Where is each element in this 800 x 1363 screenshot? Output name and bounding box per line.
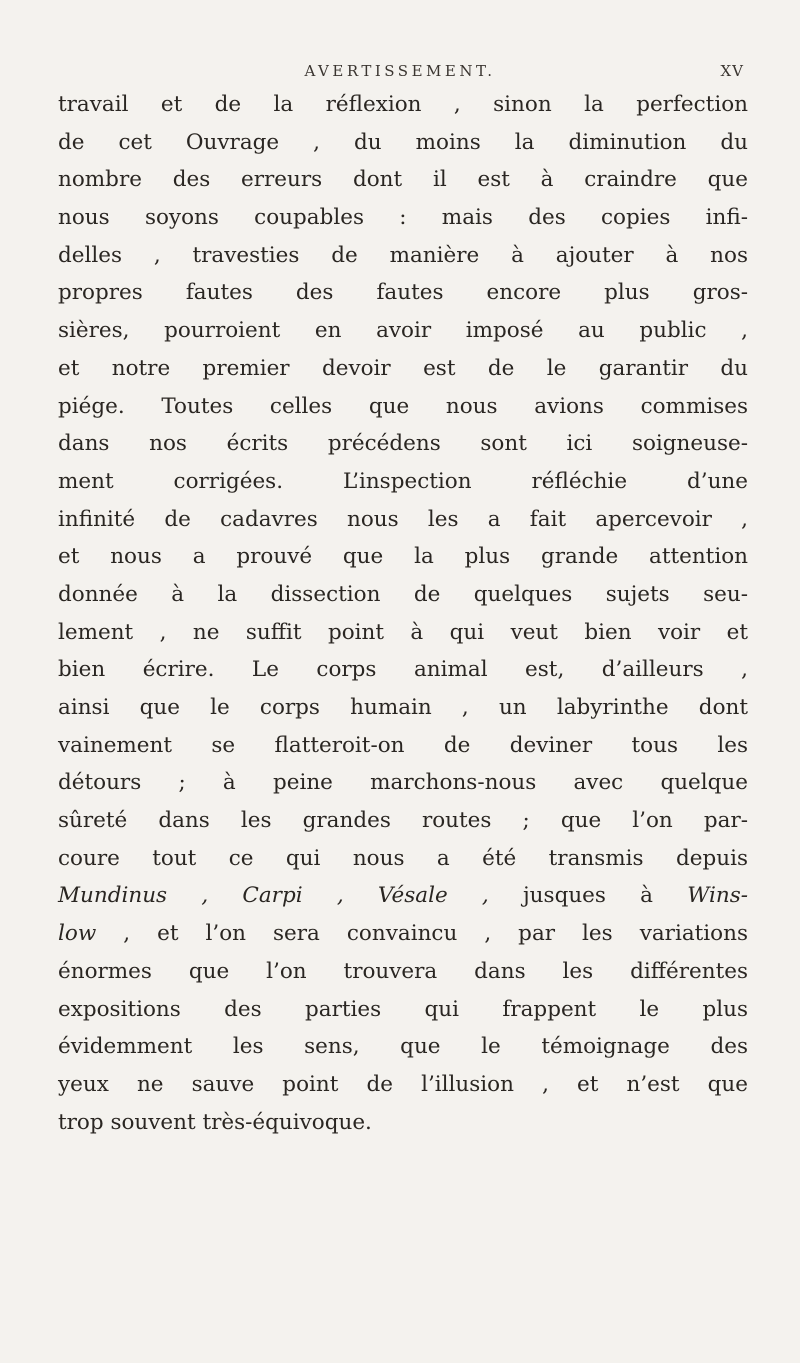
text-run: travail et de la réflexion , sinon la perfection [58,92,748,117]
text-line [58,689,748,727]
text-run: sières, pourroient en avoir imposé au public , [58,318,748,344]
text-line [58,124,748,162]
text-line [58,576,748,614]
text-line [58,388,748,426]
italic-name: Mundinus , Carpi , Vésale , [58,883,489,909]
text-run: ainsi que le corps humain , un labyrinthe dont [58,695,748,720]
text-run: donnée à la dissection de quelques sujets seu- [58,581,748,607]
text-run: piége. Toutes celles que nous avions commises [58,393,748,419]
text-run: delles , travesties de manière à ajouter à nos [58,242,748,268]
text-line [58,991,748,1029]
text-run: détours ; à peine marchons-nous avec quelque [58,770,748,796]
text-run: sûreté dans les grandes routes ; que l’on par- [58,808,748,834]
text-run: ment corrigées. L’inspection réfléchie d’une [58,468,748,494]
text-run: nombre des erreurs dont il est à craindre que [58,167,748,193]
text-line [58,237,748,275]
text-run: vainement se flatteroit-on de deviner tous les [58,732,748,758]
text-line [58,727,748,765]
text-run: lement , ne suffit point à qui veut bien voir et [58,619,748,645]
text-run: nous soyons coupables : mais des copies infi- [58,205,748,231]
text-line [58,1028,748,1066]
text-run: jusques à [488,883,688,909]
text-line [58,312,748,350]
text-line [58,350,748,388]
running-title: AVERTISSEMENT. [304,62,496,80]
text-run: infinité de cadavres nous les a fait apercevoir , [58,506,748,532]
text-line [58,802,748,840]
text-line [58,1104,748,1142]
text-line [58,463,748,501]
text-run: et nous a prouvé que la plus grande attention [58,544,748,570]
text-line [58,651,748,689]
text-line [58,953,748,991]
text-line [58,161,748,199]
text-line [58,501,748,539]
body-text [58,86,748,1141]
text-run: énormes que l’on trouvera dans les différentes [58,958,748,984]
text-run: yeux ne sauve point de l’illusion , et n’est que [58,1071,748,1097]
text-run: , et l’on sera convaincu , par les variations [96,921,748,947]
italic-name: Wins- [687,883,749,909]
text-run: propres fautes des fautes encore plus gros- [58,280,748,306]
text-run: évidemment les sens, que le témoignage des [58,1034,748,1060]
text-run: dans nos écrits précédens sont ici soigneuse- [58,431,748,457]
text-line [58,538,748,576]
text-line [58,840,748,878]
text-run: et notre premier devoir est de le garantir du [58,355,748,381]
text-line [58,877,748,915]
text-line [58,915,748,953]
running-head [0,62,800,86]
text-line [58,764,748,802]
text-run: expositions des parties qui frappent le plus [58,996,748,1022]
text-run: bien écrire. Le corps animal est, d’ailleurs , [58,657,748,683]
text-line [58,614,748,652]
text-run: trop souvent très-équivoque. [58,1109,372,1135]
text-run: de cet Ouvrage , du moins la diminution du [58,129,748,155]
text-line [58,86,748,124]
text-line [58,274,748,312]
page-number: XV [720,62,744,80]
text-line [58,1066,748,1104]
text-line [58,199,748,237]
text-line [58,425,748,463]
italic-name: low [58,921,97,947]
text-run: coure tout ce qui nous a été transmis depuis [58,845,748,871]
